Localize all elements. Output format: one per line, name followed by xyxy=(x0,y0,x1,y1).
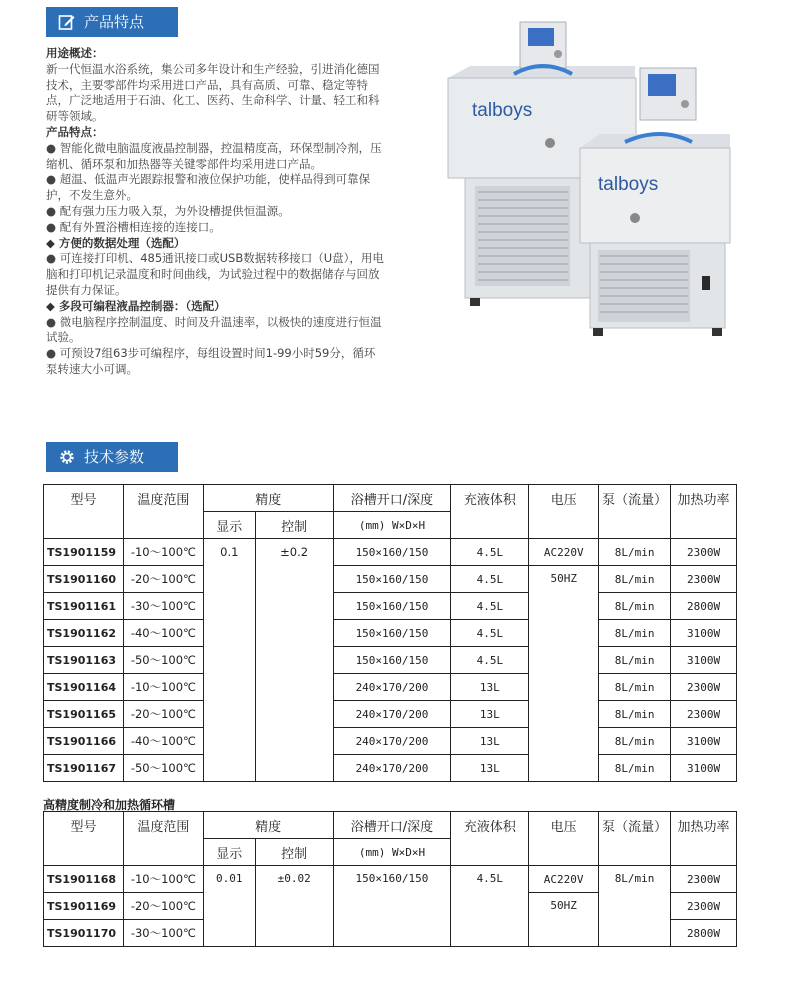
cell-bath: 240×170/200 xyxy=(333,701,451,728)
header-display: 显示 xyxy=(203,512,255,539)
cell-volume: 13L xyxy=(451,755,529,782)
features-paragraph: ● 可预设7组63步可编程序，每组设置时间1-99小时59分，循环泵转速大小可调。 xyxy=(46,346,376,376)
cell-pump: 8L/min xyxy=(599,701,671,728)
product-image xyxy=(430,8,750,338)
cell-bath: 240×170/200 xyxy=(333,728,451,755)
cell-volume: 4.5L xyxy=(451,647,529,674)
cell-voltage-1: AC220V xyxy=(529,866,599,893)
brand-logo-large: talboys xyxy=(472,100,533,121)
cell-volume: 4.5L xyxy=(451,539,529,566)
header-bath-unit: (mm) W×D×H xyxy=(333,512,451,539)
cell-bath: 150×160/150 xyxy=(333,866,451,947)
table-row xyxy=(44,701,737,728)
header-control: 控制 xyxy=(255,512,333,539)
cell-model: TS1901162 xyxy=(44,620,124,647)
features-heading: 产品特点： xyxy=(46,124,104,139)
cell-display: 0.1 xyxy=(203,539,255,782)
cell-bath: 240×170/200 xyxy=(333,674,451,701)
cell-pump: 8L/min xyxy=(599,728,671,755)
cell-temp-range: -20～100℃ xyxy=(123,701,203,728)
table-row xyxy=(44,593,737,620)
cell-model: TS1901165 xyxy=(44,701,124,728)
cell-power: 2300W xyxy=(671,893,737,920)
cell-temp-range: -20～100℃ xyxy=(123,893,203,920)
features-paragraph: ● 超温、低温声光跟踪报警和液位保护功能，使样品得到可靠保护，不发生意外。 xyxy=(46,172,371,203)
cell-temp-range: -10～100℃ xyxy=(123,866,203,893)
spec-table-2 xyxy=(43,811,737,947)
cell-power: 3100W xyxy=(671,620,737,647)
specs-section-header xyxy=(46,442,178,472)
cell-model: TS1901164 xyxy=(44,674,124,701)
cell-temp-range: -40～100℃ xyxy=(123,728,203,755)
cell-temp-range: -40～100℃ xyxy=(123,620,203,647)
cell-volume: 4.5L xyxy=(451,566,529,593)
cell-voltage-2: 50HZ xyxy=(529,893,599,947)
cell-model: TS1901159 xyxy=(44,539,124,566)
cell-volume: 13L xyxy=(451,674,529,701)
cell-pump: 8L/min xyxy=(599,647,671,674)
cell-model: TS1901160 xyxy=(44,566,124,593)
specs-title: 技术参数 xyxy=(84,448,145,466)
cell-model: TS1901167 xyxy=(44,755,124,782)
brand-logo-small: talboys xyxy=(598,174,659,195)
cell-bath: 150×160/150 xyxy=(333,647,451,674)
cell-temp-range: -10～100℃ xyxy=(123,539,203,566)
table-row xyxy=(44,728,737,755)
cell-temp-range: -30～100℃ xyxy=(123,593,203,620)
table-row xyxy=(44,866,737,893)
features-heading: 用途概述： xyxy=(46,46,104,60)
table-row xyxy=(44,674,737,701)
cell-pump: 8L/min xyxy=(599,566,671,593)
header-bath: 浴槽开口/深度 xyxy=(333,812,451,839)
cell-temp-range: -20～100℃ xyxy=(123,566,203,593)
table-row xyxy=(44,620,737,647)
cell-power: 3100W xyxy=(671,728,737,755)
cell-power: 2300W xyxy=(671,566,737,593)
features-section-header xyxy=(46,7,178,37)
table-header-row xyxy=(44,485,737,512)
cell-pump: 8L/min xyxy=(599,755,671,782)
cell-temp-range: -50～100℃ xyxy=(123,647,203,674)
cell-power: 2800W xyxy=(671,920,737,947)
table-row xyxy=(44,647,737,674)
cell-bath: 150×160/150 xyxy=(333,566,451,593)
cell-bath: 240×170/200 xyxy=(333,755,451,782)
gear-icon xyxy=(58,448,76,466)
header-pump: 泵（流量） xyxy=(599,485,671,539)
header-model: 型号 xyxy=(44,812,124,866)
features-heading: ◆ 多段可编程液晶控制器：（选配） xyxy=(46,298,226,313)
header-power: 加热功率 xyxy=(671,812,737,866)
cell-model: TS1901169 xyxy=(44,893,124,920)
features-paragraph: ● 配有强力压力吸入泵，为外设槽提供恒温源。 xyxy=(46,203,290,218)
cell-pump: 8L/min xyxy=(599,866,671,947)
table2-title: 高精度制冷和加热循环槽 xyxy=(43,798,176,812)
cell-control: ±0.2 xyxy=(255,539,333,782)
cell-model: TS1901168 xyxy=(44,866,124,893)
cell-pump: 8L/min xyxy=(599,620,671,647)
cell-power: 2300W xyxy=(671,701,737,728)
cell-model: TS1901161 xyxy=(44,593,124,620)
table-row xyxy=(44,755,737,782)
header-bath: 浴槽开口/深度 xyxy=(333,485,451,512)
cell-model: TS1901163 xyxy=(44,647,124,674)
cell-bath: 150×160/150 xyxy=(333,539,451,566)
features-title: 产品特点 xyxy=(84,13,145,31)
cell-volume: 13L xyxy=(451,701,529,728)
features-paragraph: 新一代恒温水浴系统，集公司多年设计和生产经验，引进消化德国技术，主要零部件均采用进口产品，具有高质、可靠、稳定等特点，广泛地适用于石油、化工、医药、生命科学、计量、轻工和科研等领域。 xyxy=(46,61,380,124)
cell-pump: 8L/min xyxy=(599,674,671,701)
cell-model: TS1901170 xyxy=(44,920,124,947)
header-control: 控制 xyxy=(255,839,333,866)
cell-control: ±0.02 xyxy=(255,866,333,947)
header-power: 加热功率 xyxy=(671,485,737,539)
header-voltage: 电压 xyxy=(529,485,599,539)
cell-pump: 8L/min xyxy=(599,593,671,620)
header-volume: 充液体积 xyxy=(451,485,529,539)
header-precision: 精度 xyxy=(203,812,333,839)
cell-power: 2300W xyxy=(671,866,737,893)
header-bath-unit: (mm) W×D×H xyxy=(333,839,451,866)
cell-temp-range: -30～100℃ xyxy=(123,920,203,947)
header-volume: 充液体积 xyxy=(451,812,529,866)
cell-volume: 4.5L xyxy=(451,620,529,647)
cell-voltage-2: 50HZ xyxy=(529,566,599,782)
cell-bath: 150×160/150 xyxy=(333,620,451,647)
cell-temp-range: -50～100℃ xyxy=(123,755,203,782)
features-paragraph: ● 配有外置浴槽相连接的连接口。 xyxy=(46,219,221,234)
header-temp-range: 温度范围 xyxy=(123,485,203,539)
cell-voltage-1: AC220V xyxy=(529,539,599,566)
cell-power: 2800W xyxy=(671,593,737,620)
features-paragraph: ● 微电脑程序控制温度、时间及升温速率，以极快的速度进行恒温试验。 xyxy=(46,314,382,345)
table-row xyxy=(44,566,737,593)
cell-bath: 150×160/150 xyxy=(333,593,451,620)
header-precision: 精度 xyxy=(203,485,333,512)
header-temp-range: 温度范围 xyxy=(123,812,203,866)
cell-power: 3100W xyxy=(671,755,737,782)
cell-pump: 8L/min xyxy=(599,539,671,566)
header-pump: 泵（流量） xyxy=(599,812,671,866)
header-model: 型号 xyxy=(44,485,124,539)
cell-volume: 4.5L xyxy=(451,593,529,620)
spec-table-1 xyxy=(43,484,737,782)
cell-power: 2300W xyxy=(671,539,737,566)
cell-volume: 4.5L xyxy=(451,866,529,947)
header-display: 显示 xyxy=(203,839,255,866)
cell-power: 3100W xyxy=(671,647,737,674)
cell-volume: 13L xyxy=(451,728,529,755)
features-paragraph: ● 智能化微电脑温度液晶控制器，控温精度高，环保型制冷剂，压缩机、循环泵和加热器等关键零部件均采用进口产品。 xyxy=(46,140,382,171)
edit-icon xyxy=(58,13,76,31)
table-row xyxy=(44,539,737,566)
table-header-row xyxy=(44,812,737,839)
cell-power: 2300W xyxy=(671,674,737,701)
features-paragraph: ● 可连接打印机、485通讯接口或USB数据转移接口（U盘），用电脑和打印机记录温度和时间曲线，为试验过程中的数据储存与回放提供有力保证。 xyxy=(46,251,384,297)
cell-temp-range: -10～100℃ xyxy=(123,674,203,701)
features-text xyxy=(46,46,386,378)
cell-model: TS1901166 xyxy=(44,728,124,755)
features-heading: ◆ 方便的数据处理（选配） xyxy=(46,235,186,250)
cell-display: 0.01 xyxy=(203,866,255,947)
header-voltage: 电压 xyxy=(529,812,599,866)
